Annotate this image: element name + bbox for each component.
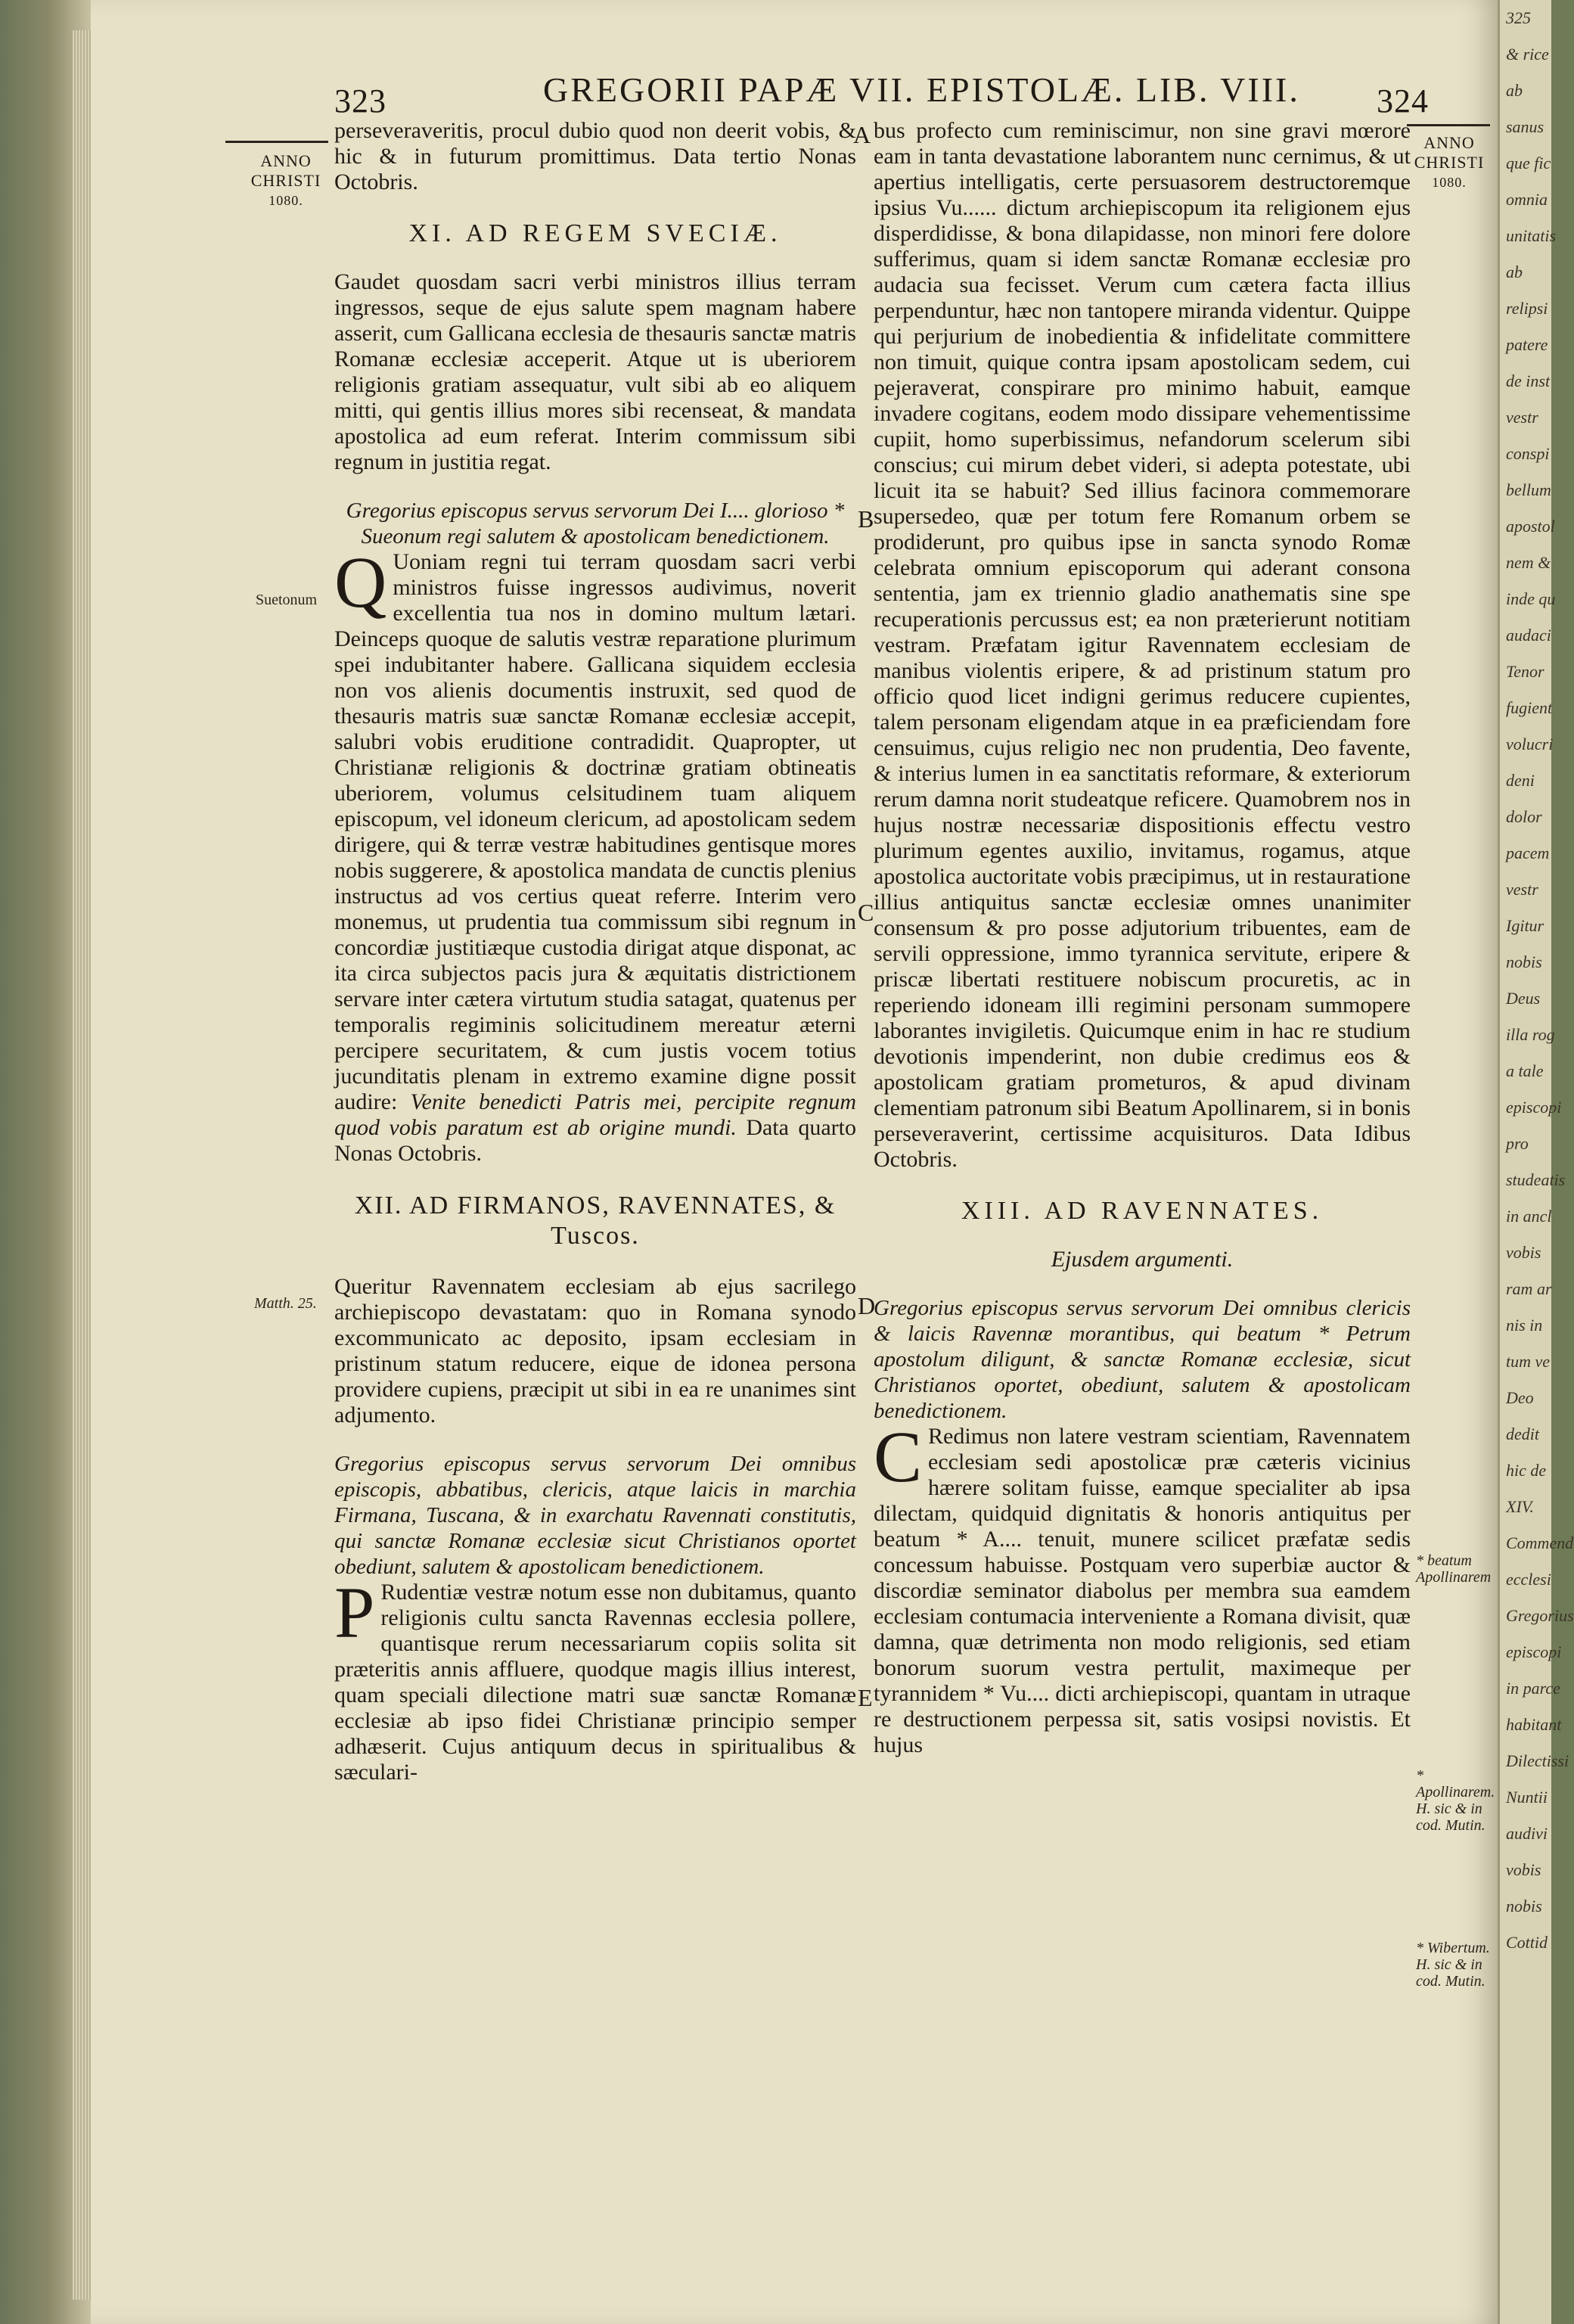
marker-b: B	[858, 505, 874, 533]
next-page-fragment: studeatis	[1506, 1170, 1566, 1189]
next-page-fragment: & rice	[1506, 45, 1549, 64]
next-page-fragment: que fic	[1506, 154, 1551, 172]
next-page-fragment: ecclesi	[1506, 1570, 1551, 1589]
page-number-right: 324	[1377, 82, 1429, 120]
next-page-fragment: dolor	[1506, 807, 1542, 826]
greeting-xi: Gregorius episcopus servus servorum Dei I.... glorioso * Sueonum regi salutem & apostolicam benedictionem.	[346, 499, 845, 548]
next-page-fragment: Cottid	[1506, 1933, 1548, 1952]
next-page-fragment: vestr	[1506, 880, 1538, 899]
dropcap-xii: P	[334, 1572, 375, 1653]
margin-note-matth: Matth. 25.	[254, 1295, 317, 1312]
next-page-fragment: Tenor	[1506, 662, 1545, 681]
next-page-edge	[1498, 0, 1574, 2324]
next-page-fragment: bellum	[1506, 480, 1551, 499]
left-column	[334, 118, 856, 1785]
next-page-fragment: vestr	[1506, 408, 1538, 427]
margin-note-beatum: * beatum Apollinarem	[1416, 1552, 1492, 1586]
marker-c: C	[858, 899, 874, 926]
next-page-fragment: episcopi	[1506, 1642, 1562, 1661]
next-page-fragment: inde qu	[1506, 589, 1556, 608]
next-page-fragment: apostol	[1506, 517, 1555, 536]
next-page-fragment: Igitur	[1506, 916, 1545, 935]
next-page-fragment: nobis	[1506, 1897, 1542, 1915]
body-xi: Q Uoniam regni tui terram quosdam sacri verbi ministros fuisse ingressos audivimus, noverit excellentia tua nos in domino multum lætari. Deinceps quoque de salutis vestræ reparatione plurimum spei indubitanter habere. Gallicana siquidem ecclesia non vos alienis documentis instruxit, sed quod de thesauris matris suæ sanctæ Romanæ ecclesiæ accepit, salubri vobis eruditione contradidit. Quapropter, ut Christianæ religionis & doctrinæ gratiam obtineatis uberiorem, volumus celsitudinem tuam aliquem episcopum, vel idoneum clericum, ad apostolicam sedem dirigere, qui & terræ vestræ habitudines gentisque mores nobis suggerere, & apostolica mandata de cunctis plenius instructus ad vos certius queat referre. Interim vero monemus, ut prudentia tua commissum sibi regnum in concordiæ justitiæque custodia dirigat atque disponat, ac ita circa subjectos pacis jura & æquitatis districtionem servare inter cætera virtutum studia satagat, quatenus per temporalis regiminis solicitudinem mereatur æterni percipere securitatem, & cum justis vocem totius jucunditatis plenam in extremo examine digne possit audire: Venite benedicti Patris mei, percipite regnum quod vobis paratum est ab origine mundi. Data quarto Nonas Octobris.	[334, 542, 857, 1166]
date-xi: Data quarto Nonas Octobris.	[334, 1115, 856, 1166]
next-page-fragment: de inst	[1506, 371, 1551, 390]
next-page-fragment: tum ve	[1506, 1352, 1551, 1371]
next-page-fragment: nobis	[1506, 952, 1542, 971]
next-page-fragment: Deo	[1506, 1388, 1534, 1407]
anno-christi-right: ANNO CHRISTI 1080.	[1414, 133, 1485, 190]
next-page-fragment: sanus	[1506, 117, 1545, 136]
body-xii-continued: bus profecto cum reminiscimur, non sine gravi mœrore eam in tanta devastatione laborantem nunc cernimus, & ut apertius intelligatis, certe persuasorem destructoremque ipsius Vu...... dictum archiepiscopum ita religionem ejus disperdidisse, & bona dilapidasse, non minori fere dolore sufferimus, quam si idem sanctæ Romanæ ecclesiæ pro audacia sua fecisset. Verum cum cætera facta illius perpenduntur, hæc non tantopere miranda videntur. Quippe qui perjurium de inobedientia & infidelitate committere non timuit, quique contra ipsam apostolicam sedem, cui pejeraverat, conspirare pro minimo habuit, eamque invadere cogitans, eodem modo dissipare vehementissime cupiit, homo superbissimus, nefandorum scelerum sibi conscius; cui mirum debet videri, si adepta potestate, ubi licuit ita se habuit? Sed illius facinora commemorare supersedeo, quæ per totum fere Romanum orbem se prodiderunt, pro quibus ipse in sancta synodo Romæ celebrata omnium episcoporum qui aderant consona sententia, jam ex triennio gladio anathematis sine spe recuperationis percussus est; ea non præterierunt notitiam vestram. Præfatam igitur Ravennatem ecclesiam de manibus violentis eripere, & ad pristinum statum pro officio quod licet indigni gerimus reducere cupientes, talem personam eligendam atque in ea præficiendam fore censuimus, cujus religio nec non prudentia, Deo favente, & interius lumen in ea sanctitatis reformare, & exteriorum rerum damna norit studeatque reficere. Quamobrem nos in hujus nostræ necessariæ dispositionis effectu vestro plurimum egentes auxilio, invitamus, rogamus, atque apostolica auctoritate vobis præcipimus, ut in restauratione illius antiquitus sanctæ ecclesiæ omnes unanimiter consensum & pro posse adjutorium tribuentes, eam de servili oppressione, immo tyrannica servitute, eripere & priscæ libertati restituere nobiscum procuretis, ac in reperiendo idoneam illi regimini personam summopere laborantes invigiletis. Quicumque enim in hac re studium devotionis impenderint, non dubie credimus eos & apostolicam gratiam prometuros, & apud divinam clementiam patronum sibi Beatum Apollinarem, si in bonis perseveraverint, certissime acquisituros. Data Idibus Octobris.	[874, 118, 1411, 1172]
next-page-fragment: pro	[1506, 1134, 1529, 1153]
next-page-fragment: episcopi	[1506, 1098, 1562, 1117]
marker-a: A	[853, 121, 871, 148]
margin-note-wibertum: * Wibertum. H. sic & in cod. Mutin.	[1416, 1940, 1490, 1990]
margin-note-suetonum: Suetonum	[256, 592, 318, 608]
next-page-fragment: Deus	[1506, 989, 1541, 1008]
next-page-fragment: Dilectissi	[1506, 1751, 1569, 1770]
next-page-fragment: ram ar	[1506, 1279, 1552, 1298]
next-page-fragment: ab	[1506, 263, 1523, 281]
next-page-fragment: nem &	[1506, 553, 1551, 572]
running-title: GREGORII PAPÆ VII. EPISTOLÆ. LIB. VIII.	[543, 70, 1300, 109]
subtitle-xiii: Ejusdem argumenti.	[1051, 1247, 1234, 1272]
next-page-fragment: Gregorius	[1506, 1606, 1574, 1625]
next-page-fragment: omnia	[1506, 190, 1548, 209]
page-number-left: 323	[334, 82, 387, 120]
next-page-fragment: habitant	[1506, 1715, 1562, 1734]
next-page-fragment: Commend	[1506, 1533, 1574, 1552]
next-page-fragment: in ancl	[1506, 1207, 1552, 1226]
next-page-fragment: in parce	[1506, 1679, 1560, 1698]
next-page-fragment: fugient	[1506, 698, 1553, 717]
right-column	[874, 118, 1411, 1758]
next-page-fragment: volucri	[1506, 735, 1554, 753]
section-title-xii: XII. AD FIRMANOS, RAVENNATES, & Tuscos.	[354, 1192, 837, 1250]
gospel-quote: Venite benedicti Patris mei, percipite regnum quod vobis paratum est ab origine mundi.	[334, 1089, 857, 1140]
next-page-fragment: pacem	[1506, 844, 1550, 862]
body-xii: P Rudentiæ vestræ notum esse non dubitamus, quanto religionis cultu sancta Ravennas ecclesia pollere, quantisque rerum necessariarum copiis solita sit præteritis annis affluere, quodque magis illius interest, quam speciali dilectione matri suæ sanctæ Romanæ ecclesiæ ab ipso fidei Christianæ principio semper adhæserit. Cujus antiquum decus in spiritualibus & sæculari-	[334, 1572, 856, 1785]
section-title-xi: XI. AD REGEM SVECIÆ.	[408, 219, 782, 247]
next-page-fragment: conspi	[1506, 444, 1550, 463]
next-page-fragment: illa rog	[1506, 1025, 1555, 1044]
anno-christi-left: ANNO CHRISTI 1080.	[250, 151, 321, 208]
next-page-fragment: 325	[1506, 8, 1531, 27]
next-page-fragment: audaci	[1506, 626, 1551, 645]
header-rule-left	[225, 141, 328, 143]
body-xiii: C Redimus non latere vestram scientiam, Ravennatem ecclesiam sedi apostolicæ præ cæteris vicinius hærere solitam fuisse, eamque specialiter ab ipsa dilectam, quidquid dignitatis & honoris antiquitus per beatum * A.... tenuit, munere scilicet præfatæ sedis concessum habuisse. Postquam vero superbiæ auctor & discordiæ seminator diabolus per membra sua eamdem ecclesiam contumacia interveniente a Romana divisit, quæ damna, quæ detrimenta non modo religionis, sed etiam bonorum suorum vestra pertulit, maximeque per tyrannidem * Vu.... dicti archiepiscopi, quantam in utraque re destructionem perpessa sit, satis vosipsi novistis. Et hujus	[874, 1416, 1411, 1757]
next-page-fragment: ab	[1506, 81, 1523, 100]
summary-xii: Queritur Ravennatem ecclesiam ab ejus sacrilego archiepiscopo devastatam: quo in Romana synodo excommunicato ac deposito, ipsam ecclesiam in pristinum statum reducere, eique de idonea persona providere cupiens, præcipit ut sibi in ea re unanimes sint adjumento.	[334, 1274, 856, 1428]
greeting-xii: Gregorius episcopus servus servorum Dei omnibus episcopis, abbatibus, clericis, atque laicis in marchia Firmana, Tuscana, & in exarchatu Ravennati constitutis, qui sanctæ Romanæ ecclesiæ sicut Christianos oportet obediunt, salutem & apostolicam benedictionem.	[334, 1452, 856, 1579]
margin-note-apollinarem: * Apollinarem. H. sic & in cod. Mutin.	[1416, 1767, 1495, 1834]
section-title-xiii: XIII. AD RAVENNATES.	[961, 1197, 1324, 1225]
next-page-fragment: vobis	[1506, 1243, 1541, 1262]
next-page-fragment: deni	[1506, 771, 1535, 790]
next-page-fragment: dedit	[1506, 1425, 1539, 1443]
dropcap-xiii: C	[874, 1416, 923, 1497]
next-page-fragment: relipsi	[1506, 299, 1548, 318]
intro-paragraph: perseveraveritis, procul dubio quod non deerit vobis, & hic & in futurum promittimus. Data tertio Nonas Octobris.	[334, 118, 856, 194]
marker-e: E	[858, 1684, 873, 1711]
header-rule-right	[1407, 124, 1490, 126]
marker-d: D	[858, 1292, 876, 1319]
summary-xi: Gaudet quosdam sacri verbi ministros illius terram ingressos, seque de ejus salute spem magnam habere asserit, cum Gallicana ecclesia de thesauris sanctæ matris Romanæ ecclesiæ acceperit. Atque ut is uberiorem religionis gratiam assequatur, vult sibi ab eo aliquem mitti, qui gentis illius mores sibi recenseat, & mandata apostolica ad eum referat. Interim commissum sibi regnum in justitia regat.	[334, 269, 856, 474]
next-page-fragment: XIV.	[1506, 1497, 1534, 1516]
next-page-fragment: hic de	[1506, 1461, 1547, 1480]
dropcap-xi: Q	[334, 542, 387, 623]
next-page-fragment: a tale	[1506, 1061, 1544, 1080]
next-page-fragment: unitatis	[1506, 226, 1557, 245]
next-page-fragment: Nuntii	[1506, 1788, 1548, 1807]
next-page-fragment: nis in	[1506, 1316, 1543, 1334]
next-page-fragment: patere	[1506, 335, 1548, 354]
next-page-fragment: audivi	[1506, 1824, 1548, 1843]
next-page-fragment: vobis	[1506, 1860, 1541, 1879]
greeting-xiii: Gregorius episcopus servus servorum Dei omnibus clericis & laicis Ravennæ morantibus, qui beatum * Petrum apostolum diligunt, & sanctæ Romanæ ecclesiæ, sicut Christianos oportet, obediunt, salutem & apostolicam benedictionem.	[874, 1296, 1411, 1423]
